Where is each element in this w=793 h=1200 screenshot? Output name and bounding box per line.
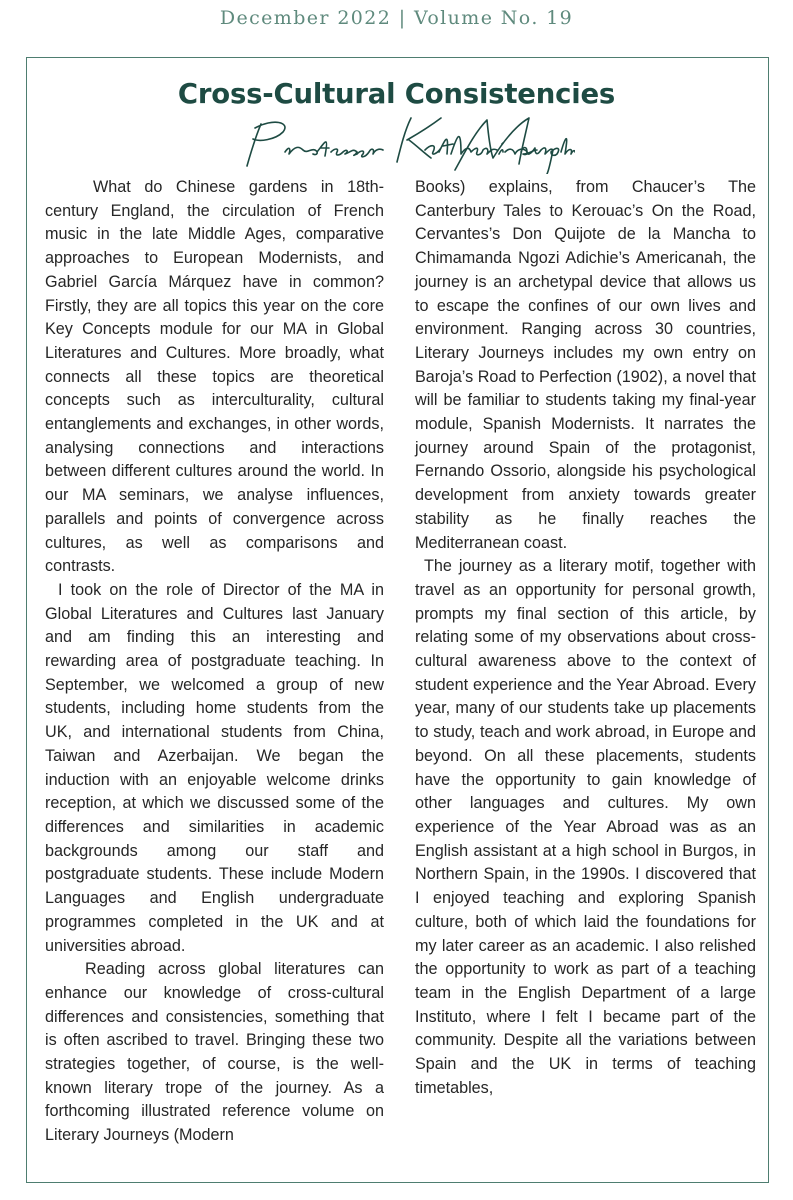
issue-header: December 2022 | Volume No. 19 xyxy=(219,7,574,29)
paragraph: What do Chinese gardens in 18th-century England, the circulation of French music in the late Middle Ages, comparative approaches to European Modernists, and Gabriel García Márquez have in common? Firstly, they are all topics this year on the core Key Concepts module for our MA in Global Literatures and Cultures. More broadly, what connects all these topics are theoretical concepts such as interculturality, cultural entanglements and exchanges, in other words, analysing connections and interactions between different cultures around the world. In our MA seminars, we analyse influences, parallels and points of convergence across cultures, as well as comparisons and contrasts. xyxy=(45,178,384,576)
paragraph: The journey as a literary motif, together with travel as an opportunity for personal growth, prompts my final section of this article, by relating some of my observations about cross-cultural awareness above to the context of student experience and the Year Abroad. Every year, many of our students take up placements to study, teach and work abroad, in Europe and beyond. On all these placements, students have the opportunity to gain knowledge of other languages and cultures. My own experience of the Year Abroad was as an English assistant at a high school in Burgos, in Northern Spain, in the 1990s. I discovered that I enjoyed teaching and exploring Spanish culture, both of which laid the foundations for my later career as an academic. I also relished the opportunity to work as part of a teaching team in the English Department of a large Instituto, where I felt I became part of the community. Despite all the variations between Spain and the UK in terms of teaching timetables, xyxy=(415,557,756,1097)
left-column xyxy=(45,176,384,1148)
author-signature xyxy=(225,112,575,174)
paragraph: Books) explains, from Chaucer’s The Canterbury Tales to Kerouac’s On the Road, Cervantes’s Don Quijote de la Mancha to Chimamanda Ngozi Adichie’s Americanah, the journey is an archetypal device that allows us to escape the confines of our own lives and environment. Ranging across 30 countries, Literary Journeys includes my own entry on Baroja’s Road to Perfection (1902), a novel that will be familiar to students taking my final-year module, Spanish Modernists. It narrates the journey around Spain of the protagonist, Fernando Ossorio, alongside his psychological development from anxiety towards greater stability as he finally reaches the Mediterranean coast. xyxy=(415,178,756,552)
paragraph: Reading across global literatures can enhance our knowledge of cross-cultural differences and consistencies, something that is often ascribed to travel. Bringing these two strategies together, of course, is the well-known literary trope of the journey. As a forthcoming illustrated reference volume on Literary Journeys (Modern xyxy=(45,960,384,1145)
paragraph: I took on the role of Director of the MA in Global Literatures and Cultures last January and am finding this an interesting and rewarding area of postgraduate teaching. In September, we welcomed a group of new students, including home students from the UK, and international students from China, Taiwan and Azerbaijan. We began the induction with an enjoyable welcome drinks reception, at which we discussed some of the differences and similarities in academic backgrounds among our staff and postgraduate students. These include Modern Languages and English undergraduate programmes completed in the UK and at universities abroad. xyxy=(45,580,384,955)
article-title: Cross-Cultural Consistencies xyxy=(177,78,616,110)
right-column xyxy=(415,176,756,1100)
